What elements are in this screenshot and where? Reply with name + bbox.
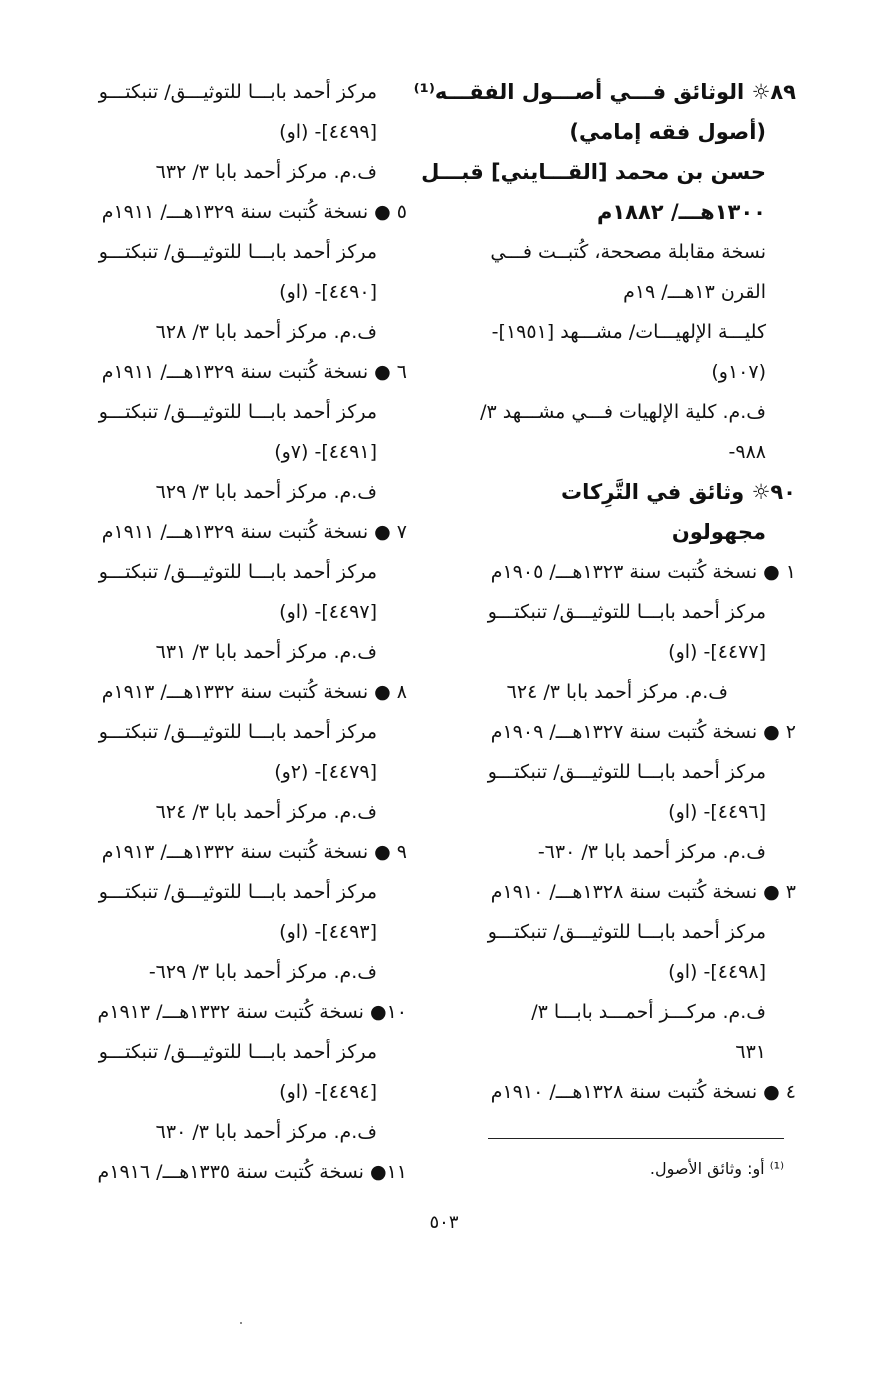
left-column-line: ٨ ● نسخة كُتبت سنة ١٣٣٢هـــ/ ١٩١٣م <box>101 681 407 703</box>
left-column-line: ف.م. مركز أحمد بابا ٣/ ٦٣١ <box>155 641 377 663</box>
right-column-line: ١ ● نسخة كُتبت سنة ١٣٢٣هـــ/ ١٩٠٥م <box>490 561 796 583</box>
right-column-line: [٤٤٩٨]- (او) <box>668 961 766 983</box>
left-column-line: [٤٤٩٧]- (او) <box>279 601 377 623</box>
right-column-line: [٤٤٩٦]- (او) <box>668 801 766 823</box>
right-column-line: كليـــة الإلهيـــات/ مشـــهد [١٩٥١]- <box>491 321 766 343</box>
right-column-line: (أصول فقه إمامي) <box>569 120 766 144</box>
left-column <box>62 72 407 1192</box>
footnote-separator <box>488 1138 784 1139</box>
right-column-line: مركز أحمد بابـــا للتوثيـــق/ تنبكتـــو <box>487 601 766 623</box>
right-column-line: ٩٨٨- <box>728 441 766 463</box>
left-column-line: مركز أحمد بابـــا للتوثيـــق/ تنبكتـــو <box>98 241 377 263</box>
left-column-line: ف.م. مركز أحمد بابا ٣/ ٦٣٠ <box>155 1121 377 1143</box>
right-column-line: [٤٤٧٧]- (او) <box>668 641 766 663</box>
right-column-line: ٩٠☼ وثائق في التَّرِكات <box>561 480 796 504</box>
left-column-line: ف.م. مركز أحمد بابا ٣/ ٦٣٢ <box>155 161 377 183</box>
left-column-line: ١٠● نسخة كُتبت سنة ١٣٣٢هـــ/ ١٩١٣م <box>97 1001 407 1023</box>
page-number: ٥٠٣ <box>429 1212 459 1233</box>
right-column-line: ٢ ● نسخة كُتبت سنة ١٣٢٧هـــ/ ١٩٠٩م <box>490 721 796 743</box>
left-column-line: مركز أحمد بابـــا للتوثيـــق/ تنبكتـــو <box>98 721 377 743</box>
right-column-line: مركز أحمد بابـــا للتوثيـــق/ تنبكتـــو <box>487 921 766 943</box>
right-column-line: ف.م. مركز أحمد بابا ٣/ ٦٢٤ <box>506 681 728 703</box>
left-column-line: ف.م. مركز أحمد بابا ٣/ ٦٢٤ <box>155 801 377 823</box>
right-column <box>413 72 796 1112</box>
left-column-line: ف.م. مركز أحمد بابا ٣/ ٦٢٩- <box>148 961 377 983</box>
left-column-line: مركز أحمد بابـــا للتوثيـــق/ تنبكتـــو <box>98 401 377 423</box>
left-column-line: [٤٤٩٩]- (او) <box>279 121 377 143</box>
left-column-line: ف.م. مركز أحمد بابا ٣/ ٦٢٩ <box>155 481 377 503</box>
left-column-line: ٥ ● نسخة كُتبت سنة ١٣٢٩هـــ/ ١٩١١م <box>101 201 407 223</box>
right-column-line: ٨٩☼ الوثائق فـــي أصـــول الفقـــه⁽¹⁾ <box>413 80 796 104</box>
right-column-line: ٦٣١ <box>735 1041 766 1063</box>
footnote: ⁽¹⁾ أو: وثائق الأصول. <box>649 1159 784 1178</box>
left-column-line: مركز أحمد بابـــا للتوثيـــق/ تنبكتـــو <box>98 561 377 583</box>
left-column-line: ١١● نسخة كُتبت سنة ١٣٣٥هـــ/ ١٩١٦م <box>97 1161 407 1183</box>
right-column-line: (١٠٧و) <box>711 361 766 383</box>
right-column-line: ٣ ● نسخة كُتبت سنة ١٣٢٨هـــ/ ١٩١٠م <box>490 881 796 903</box>
left-column-line: [٤٤٩١]- (٧و) <box>274 441 377 463</box>
left-column-line: ٩ ● نسخة كُتبت سنة ١٣٣٢هـــ/ ١٩١٣م <box>101 841 407 863</box>
right-column-line: نسخة مقابلة مصححة، كُتبــت فـــي <box>490 241 766 263</box>
left-column-line: [٤٤٩٠]- (او) <box>279 281 377 303</box>
scan-speck <box>240 1322 242 1324</box>
right-column-line: حسن بن محمد [القـــايني] قبـــل <box>421 160 766 184</box>
left-column-line: ٦ ● نسخة كُتبت سنة ١٣٢٩هـــ/ ١٩١١م <box>101 361 407 383</box>
right-column-line: القرن ١٣هـــ/ ١٩م <box>623 281 766 303</box>
right-column-line: ١٣٠٠هـــ/ ١٨٨٢م <box>596 200 766 224</box>
right-column-line: مركز أحمد بابـــا للتوثيـــق/ تنبكتـــو <box>487 761 766 783</box>
right-column-line: مجهولون <box>671 520 766 544</box>
right-column-line: ف.م. مركز أحمد بابا ٣/ ٦٣٠- <box>537 841 766 863</box>
left-column-line: مركز أحمد بابـــا للتوثيـــق/ تنبكتـــو <box>98 81 377 103</box>
left-column-line: [٤٤٧٩]- (٢و) <box>274 761 377 783</box>
right-column-line: ف.م. مركـــز أحمـــد بابـــا ٣/ <box>531 1001 766 1023</box>
left-column-line: [٤٤٩٣]- (او) <box>279 921 377 943</box>
left-column-line: مركز أحمد بابـــا للتوثيـــق/ تنبكتـــو <box>98 1041 377 1063</box>
left-column-line: ٧ ● نسخة كُتبت سنة ١٣٢٩هـــ/ ١٩١١م <box>101 521 407 543</box>
left-column-line: [٤٤٩٤]- (او) <box>279 1081 377 1103</box>
left-column-line: ف.م. مركز أحمد بابا ٣/ ٦٢٨ <box>155 321 377 343</box>
right-column-line: ٤ ● نسخة كُتبت سنة ١٣٢٨هـــ/ ١٩١٠م <box>490 1081 796 1103</box>
left-column-line: مركز أحمد بابـــا للتوثيـــق/ تنبكتـــو <box>98 881 377 903</box>
right-column-line: ف.م. كلية الإلهيات فـــي مشـــهد ٣/ <box>480 401 766 423</box>
